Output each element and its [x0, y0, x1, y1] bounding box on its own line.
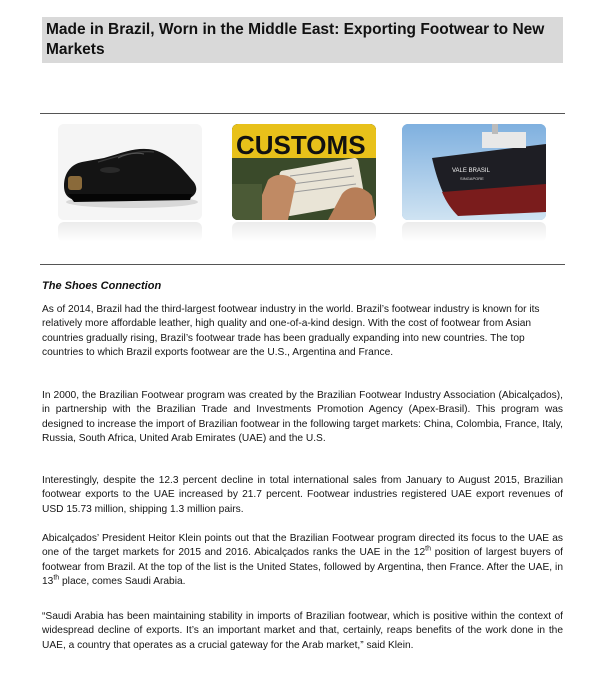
ship-photo-reflection	[402, 222, 546, 242]
paragraph-5: “Saudi Arabia has been maintaining stability in imports of Brazilian footwear, which is positive within the context of widespread decline of exports. It’s an important market and that, certainly, reaps benefits of the work done in the UAE, a country that operates as a crucial gateway for the Arab market,” said Klein.	[42, 611, 563, 651]
paragraph-2: In 2000, the Brazilian Footwear program was created by the Brazilian Footwear Industry Association (Abicalçados), in partnership with the Brazilian Trade and Investments Promotion Agency (Apex-Brasil). This program was designed to increase the import of Brazilian footwear in the following target markets: China, Colombia, France, Italy, Russia, South Africa, United Arab Emirates (UAE) and the U.S.	[42, 390, 563, 445]
section-heading: The Shoes Connection	[42, 280, 162, 292]
paragraph-4-part-2: position of largest buyers of footwear from Brazil. At the top of the list is the United States, followed by Argentina, then France. After the UAE, in 13	[42, 547, 564, 588]
middle-divider	[40, 264, 565, 265]
paragraph-4-part-1: Abicalçados’ President Heitor Klein points out that the Brazilian Footwear program directed its focus to the UAE as one of the target markets for 2015 and 2016. Abicalçados ranks the UAE in the 12	[42, 533, 563, 559]
customs-illustration	[232, 124, 376, 220]
shoe-photo-reflection	[58, 222, 202, 242]
paragraph-4	[42, 532, 563, 590]
customs-sign-text: CUSTOMS	[236, 130, 366, 160]
paragraph-3: Interestingly, despite the 12.3 percent decline in total international sales from January to August 2015, Brazilian footwear exports to the UAE increased by 21.7 percent. Footwear industries registered UAE export revenues of USD 15.73 million, shipping 1.3 million pairs.	[42, 475, 563, 515]
customs-photo	[232, 124, 376, 220]
ship-port-text: SINGAPORE	[460, 176, 484, 181]
ship-photo	[402, 124, 546, 220]
article-title: Made in Brazil, Worn in the Middle East: Exporting Footwear to New Markets	[46, 21, 545, 58]
paragraph-4-part-3: place, comes Saudi Arabia.	[59, 576, 186, 588]
paragraph-1: As of 2014, Brazil had the third-largest footwear industry in the world. Brazil’s footwear industry is known for its relatively more affordable leather, high quality and one-of-a-kind design. With the cost of footwear from Asian countries gradually rising, Brazil’s footwear trade has been gradually expanding into new countries. The top countries to which Brazil exports footwear are the U.S., Argentina and France.	[42, 304, 540, 359]
top-divider	[40, 113, 565, 114]
ship-illustration	[402, 124, 546, 220]
shoe-illustration	[58, 124, 202, 220]
customs-photo-reflection	[232, 222, 376, 242]
ship-name-text: VALE BRASIL	[452, 168, 490, 174]
shoe-photo	[58, 124, 202, 220]
ordinal-suffix-2: th	[53, 574, 60, 582]
ordinal-suffix-1: th	[425, 546, 431, 554]
